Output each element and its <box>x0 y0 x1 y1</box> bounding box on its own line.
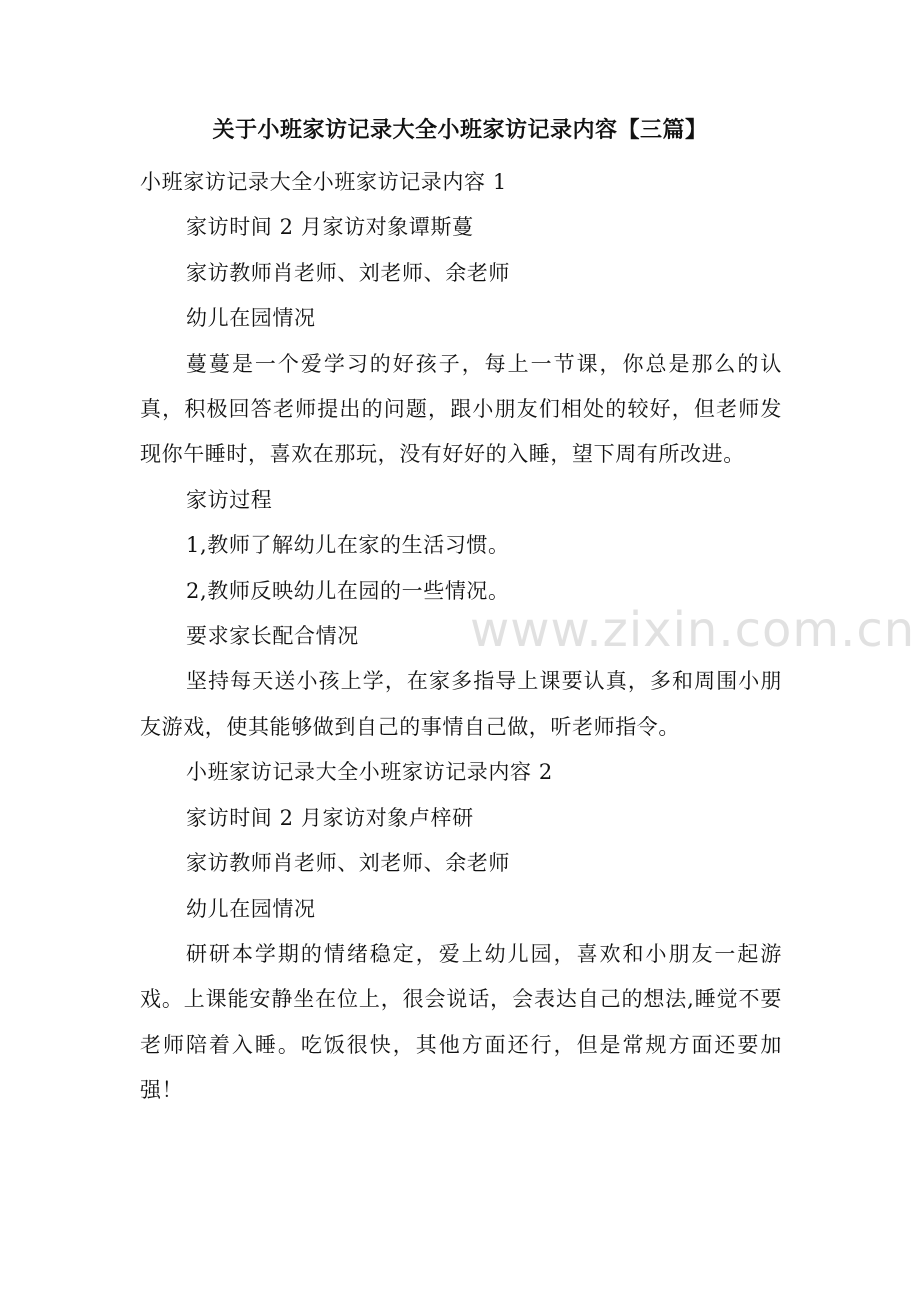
in-school-paragraph: 蔓蔓是一个爱学习的好孩子，每上一节课，你总是那么的认真，积极回答老师提出的问题，跟小朋友们相处的较好，但老师发现你午睡时，喜欢在那玩，没有好好的入睡，望下周有所改进。 <box>140 351 782 467</box>
subheading-in-school-2: 幼儿在园情况 <box>186 896 316 921</box>
in-school-paragraph-2: 研研本学期的情绪稳定，爱上幼儿园，喜欢和小朋友一起游戏。上课能安静坐在位上，很会说话，会表达自己的想法,睡觉不要老师陪着入睡。吃饭很快，其他方面还行，但是常规方面还要加强！ <box>140 941 782 1103</box>
subheading-visit-process: 家访过程 <box>186 487 273 512</box>
process-item-1: 1,教师了解幼儿在家的生活习惯。 <box>186 533 510 558</box>
cooperation-paragraph: 坚持每天送小孩上学，在家多指导上课要认真，多和周围小朋友游戏，使其能够做到自己的事情自己做，听老师指令。 <box>140 669 782 739</box>
section-heading-1: 小班家访记录大全小班家访记录内容 1 <box>140 170 507 194</box>
visit-teachers-line: 家访教师肖老师、刘老师、余老师 <box>186 260 510 285</box>
visit-time-line: 家访时间 2 月家访对象谭斯蔓 <box>186 215 474 240</box>
process-item-2: 2,教师反映幼儿在园的一些情况。 <box>186 578 510 603</box>
visit-teachers-line-2: 家访教师肖老师、刘老师、余老师 <box>186 851 510 876</box>
visit-time-line-2: 家访时间 2 月家访对象卢梓研 <box>186 805 474 830</box>
section-heading-2: 小班家访记录大全小班家访记录内容 2 <box>186 760 553 785</box>
subheading-parent-cooperation: 要求家长配合情况 <box>186 624 359 649</box>
document-title: 关于小班家访记录大全小班家访记录内容【三篇】 <box>212 117 708 143</box>
subheading-in-school: 幼儿在园情况 <box>186 306 316 331</box>
watermark: www.zixin.com.cn <box>470 602 916 658</box>
